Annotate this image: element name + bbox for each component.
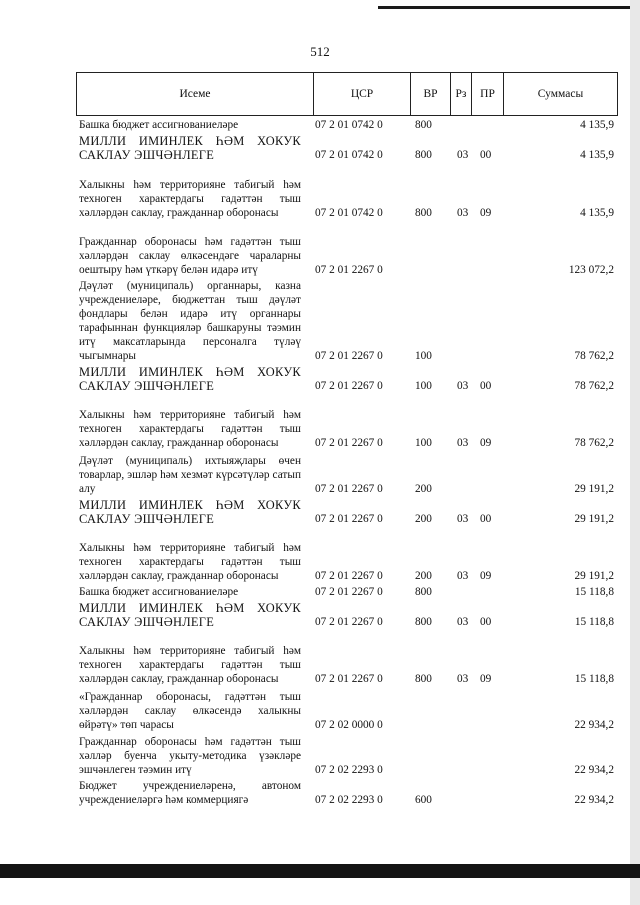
table-row: [77, 686, 618, 732]
row-pr: 00: [480, 513, 492, 525]
table-header: [76, 72, 618, 116]
row-csr: 07 2 01 2267 0: [315, 483, 383, 495]
row-rz: 03: [457, 673, 469, 685]
row-sum: 78 762,2: [574, 350, 614, 362]
row-name: «Гражданнар оборонасы, гадәттән тыш хәлләрдән саклау өлкәсендә халыкны өйрәтү» төп чарасы: [79, 691, 301, 731]
row-vr: 200: [415, 570, 432, 582]
header-sum: Суммасы: [537, 88, 584, 100]
table-row: [77, 132, 618, 162]
table-row: [77, 777, 618, 807]
row-name: МИЛЛИ ИМИНЛЕК ҺӘМ ХОКУК САКЛАУ ЭШЧӘНЛЕГЕ: [79, 134, 301, 162]
row-rz: 03: [457, 380, 469, 392]
row-name: Гражданнар оборонасы һәм гадәттән тыш хәлләр буенча укыту-методика үзәкләре эшчәнлеген тәэмин итү: [79, 736, 301, 776]
row-vr: 100: [415, 350, 432, 362]
row-name: Халыкны һәм территорияне табигый һәм техноген характердагы гадәттән тыш хәлләрдән саклау, гражданнар оборонасы: [79, 645, 301, 685]
table-row: [77, 163, 618, 220]
row-pr: 09: [480, 207, 492, 219]
row-name: Гражданнар оборонасы һәм гадәттән тыш хәлләрдән саклау өлкәсендәге чараларны оештыру һәм үткәрү белән идарә итү: [79, 236, 301, 276]
row-vr: 800: [415, 673, 432, 685]
row-sum: 22 934,2: [574, 794, 614, 806]
header-rz: Рз: [451, 73, 472, 115]
row-csr: 07 2 01 2267 0: [315, 586, 383, 598]
row-vr: 200: [415, 483, 432, 495]
row-pr: 09: [480, 570, 492, 582]
row-rz: 03: [457, 570, 469, 582]
header-vr: ВР: [411, 73, 451, 115]
row-csr: 07 2 01 2267 0: [315, 570, 383, 582]
table-row: [77, 393, 618, 450]
row-name: МИЛЛИ ИМИНЛЕК ҺӘМ ХОКУК САКЛАУ ЭШЧӘНЛЕГЕ: [79, 601, 301, 629]
row-name: Бюджет учреждениеләренә, автоном учреждениеләргә һәм коммерциягә: [79, 780, 301, 806]
row-csr: 07 2 01 2267 0: [315, 350, 383, 362]
row-name: Дәүләт (муниципаль) ихтыяҗлары өчен товарлар, эшләр һәм хезмәт күрсәтүләр сатып алу: [79, 455, 301, 495]
table-row: [77, 584, 618, 599]
row-sum: 29 191,2: [574, 513, 614, 525]
row-pr: 00: [480, 149, 492, 161]
row-pr: 09: [480, 437, 492, 449]
table-row: [77, 599, 618, 629]
row-sum: 22 934,2: [574, 719, 614, 731]
row-vr: 800: [415, 119, 432, 131]
row-rz: 03: [457, 437, 469, 449]
table-row: [77, 526, 618, 583]
row-rz: 03: [457, 149, 469, 161]
row-csr: 07 2 01 0742 0: [315, 119, 383, 131]
row-vr: 800: [415, 149, 432, 161]
scan-edge-right: [630, 0, 640, 905]
page-number: 512: [310, 44, 330, 59]
row-csr: 07 2 01 2267 0: [315, 380, 383, 392]
row-name: Башка бюджет ассигнованиеләре: [79, 119, 239, 131]
row-rz: 03: [457, 207, 469, 219]
row-name: Дәүләт (муниципаль) органнары, казна учреждениеләре, бюджеттан тыш дәүләт фондлары белән идарә итү органнары тарафыннан функцияләр башкаруны тәэмин итү максатларында персоналга түләү чыгымнары: [79, 280, 301, 362]
row-vr: 100: [415, 437, 432, 449]
row-csr: 07 2 02 2293 0: [315, 794, 383, 806]
row-pr: 00: [480, 380, 492, 392]
header-csr: ЦСР: [314, 73, 411, 115]
table-row: [77, 629, 618, 686]
row-csr: 07 2 01 2267 0: [315, 673, 383, 685]
table-row: [77, 220, 618, 277]
row-sum: 78 762,2: [574, 437, 614, 449]
row-sum: 4 135,9: [580, 207, 614, 219]
table-row: [77, 496, 618, 526]
table-row: [77, 117, 618, 132]
row-sum: 15 118,8: [574, 616, 614, 628]
table-row: [77, 277, 618, 363]
row-csr: 07 2 01 2267 0: [315, 437, 383, 449]
row-csr: 07 2 01 0742 0: [315, 149, 383, 161]
row-vr: 100: [415, 380, 432, 392]
row-sum: 123 072,2: [568, 264, 614, 276]
row-name: МИЛЛИ ИМИНЛЕК ҺӘМ ХОКУК САКЛАУ ЭШЧӘНЛЕГЕ: [79, 498, 301, 526]
row-csr: 07 2 01 2267 0: [315, 616, 383, 628]
row-sum: 22 934,2: [574, 764, 614, 776]
row-vr: 200: [415, 513, 432, 525]
scan-edge-bottom: [0, 864, 640, 878]
row-csr: 07 2 02 0000 0: [315, 719, 383, 731]
row-name: Халыкны һәм территорияне табигый һәм техноген характердагы гадәттән тыш хәлләрдән саклау, гражданнар оборонасы: [79, 409, 301, 449]
row-rz: 03: [457, 616, 469, 628]
row-name: Халыкны һәм территорияне табигый һәм техноген характердагы гадәттән тыш хәлләрдән саклау, гражданнар оборонасы: [79, 179, 301, 219]
row-csr: 07 2 01 0742 0: [315, 207, 383, 219]
row-sum: 15 118,8: [574, 673, 614, 685]
row-sum: 29 191,2: [574, 483, 614, 495]
row-vr: 600: [415, 794, 432, 806]
table-row: [77, 732, 618, 777]
header-name: Исеме: [77, 73, 314, 115]
row-pr: 00: [480, 616, 492, 628]
table-row: [77, 363, 618, 393]
header-pr: ПР: [472, 73, 504, 115]
row-csr: 07 2 02 2293 0: [315, 764, 383, 776]
row-name: МИЛЛИ ИМИНЛЕК ҺӘМ ХОКУК САКЛАУ ЭШЧӘНЛЕГЕ: [79, 365, 301, 393]
scan-edge-top: [378, 6, 640, 9]
row-sum: 15 118,8: [574, 586, 614, 598]
row-csr: 07 2 01 2267 0: [315, 513, 383, 525]
row-csr: 07 2 01 2267 0: [315, 264, 383, 276]
row-rz: 03: [457, 513, 469, 525]
row-vr: 800: [415, 616, 432, 628]
row-pr: 09: [480, 673, 492, 685]
row-sum: 78 762,2: [574, 380, 614, 392]
row-vr: 800: [415, 586, 432, 598]
row-name: Халыкны һәм территорияне табигый һәм техноген характердагы гадәттән тыш хәлләрдән саклау, гражданнар оборонасы: [79, 542, 301, 582]
table-row: [77, 451, 618, 496]
row-sum: 29 191,2: [574, 570, 614, 582]
row-sum: 4 135,9: [580, 119, 614, 131]
row-sum: 4 135,9: [580, 149, 614, 161]
row-vr: 800: [415, 207, 432, 219]
row-name: Башка бюджет ассигнованиеләре: [79, 586, 239, 598]
